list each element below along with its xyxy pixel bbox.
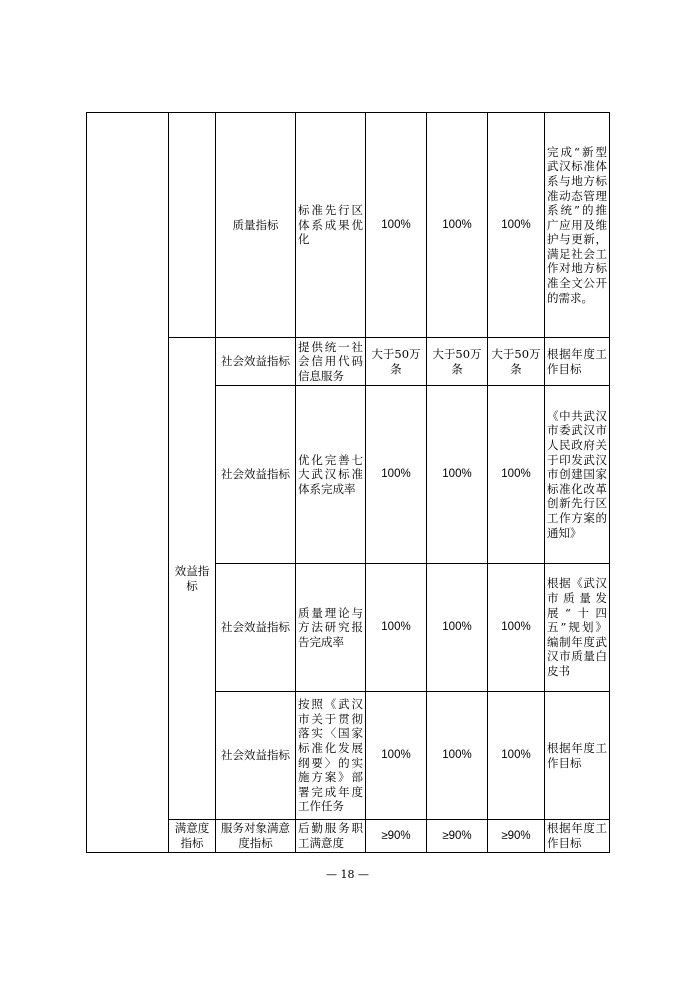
value-cell: 100% bbox=[427, 564, 488, 692]
basis-cell: 根据年度工作目标 bbox=[545, 338, 610, 386]
performance-indicator-table bbox=[86, 112, 610, 853]
table-row bbox=[87, 113, 610, 338]
value-cell: 100% bbox=[488, 692, 545, 820]
value-cell: ≥90% bbox=[488, 820, 545, 853]
indicator-cell: 优化完善七大武汉标准体系完成率 bbox=[296, 386, 366, 564]
value-cell: 大于50万条 bbox=[427, 338, 488, 386]
indicator-cell: 后勤服务职工满意度 bbox=[296, 820, 366, 853]
basis-cell: 《中共武汉市委武汉市人民政府关于印发武汉市创建国家标准化改革创新先行区工作方案的通知》 bbox=[545, 386, 610, 564]
value-cell: 100% bbox=[488, 564, 545, 692]
value-cell: 大于50万条 bbox=[366, 338, 427, 386]
sub-category-cell: 服务对象满意度指标 bbox=[216, 820, 296, 853]
value-cell: 大于50万条 bbox=[488, 338, 545, 386]
value-cell: 100% bbox=[366, 564, 427, 692]
indicator-cell: 质量理论与方法研究报告完成率 bbox=[296, 564, 366, 692]
sub-category-cell: 社会效益指标 bbox=[216, 692, 296, 820]
basis-cell: 完成“新型武汉标准体系与地方标准动态管理系统”的推广应用及维护与更新，满足社会工作对地方标准全文公开的需求。 bbox=[545, 113, 610, 338]
indicator-cell: 按照《武汉市关于贯彻落实〈国家标准化发展纲要〉的实施方案》部署完成年度工作任务 bbox=[296, 692, 366, 820]
value-cell: 100% bbox=[366, 692, 427, 820]
first-level-indicator-cell bbox=[87, 113, 169, 853]
sub-category-cell: 社会效益指标 bbox=[216, 564, 296, 692]
indicator-cell: 标准先行区体系成果优化 bbox=[296, 113, 366, 338]
sub-category-cell: 质量指标 bbox=[216, 113, 296, 338]
value-cell: ≥90% bbox=[366, 820, 427, 853]
value-cell: 100% bbox=[427, 386, 488, 564]
category-cell: 满意度指标 bbox=[169, 820, 216, 853]
value-cell: 100% bbox=[427, 113, 488, 338]
basis-cell: 根据《武汉市质量发展“十四五”规划》编制年度武汉市质量白皮书 bbox=[545, 564, 610, 692]
value-cell: 100% bbox=[488, 386, 545, 564]
value-cell: 100% bbox=[427, 692, 488, 820]
basis-cell: 根据年度工作目标 bbox=[545, 820, 610, 853]
indicator-cell: 提供统一社会信用代码信息服务 bbox=[296, 338, 366, 386]
basis-cell: 根据年度工作目标 bbox=[545, 692, 610, 820]
value-cell: 100% bbox=[366, 386, 427, 564]
value-cell: 100% bbox=[366, 113, 427, 338]
category-cell bbox=[169, 113, 216, 338]
sub-category-cell: 社会效益指标 bbox=[216, 386, 296, 564]
page-number: — 18 — bbox=[326, 868, 369, 881]
value-cell: ≥90% bbox=[427, 820, 488, 853]
value-cell: 100% bbox=[488, 113, 545, 338]
benefit-category-cell: 效益指标 bbox=[169, 338, 216, 820]
sub-category-cell: 社会效益指标 bbox=[216, 338, 296, 386]
